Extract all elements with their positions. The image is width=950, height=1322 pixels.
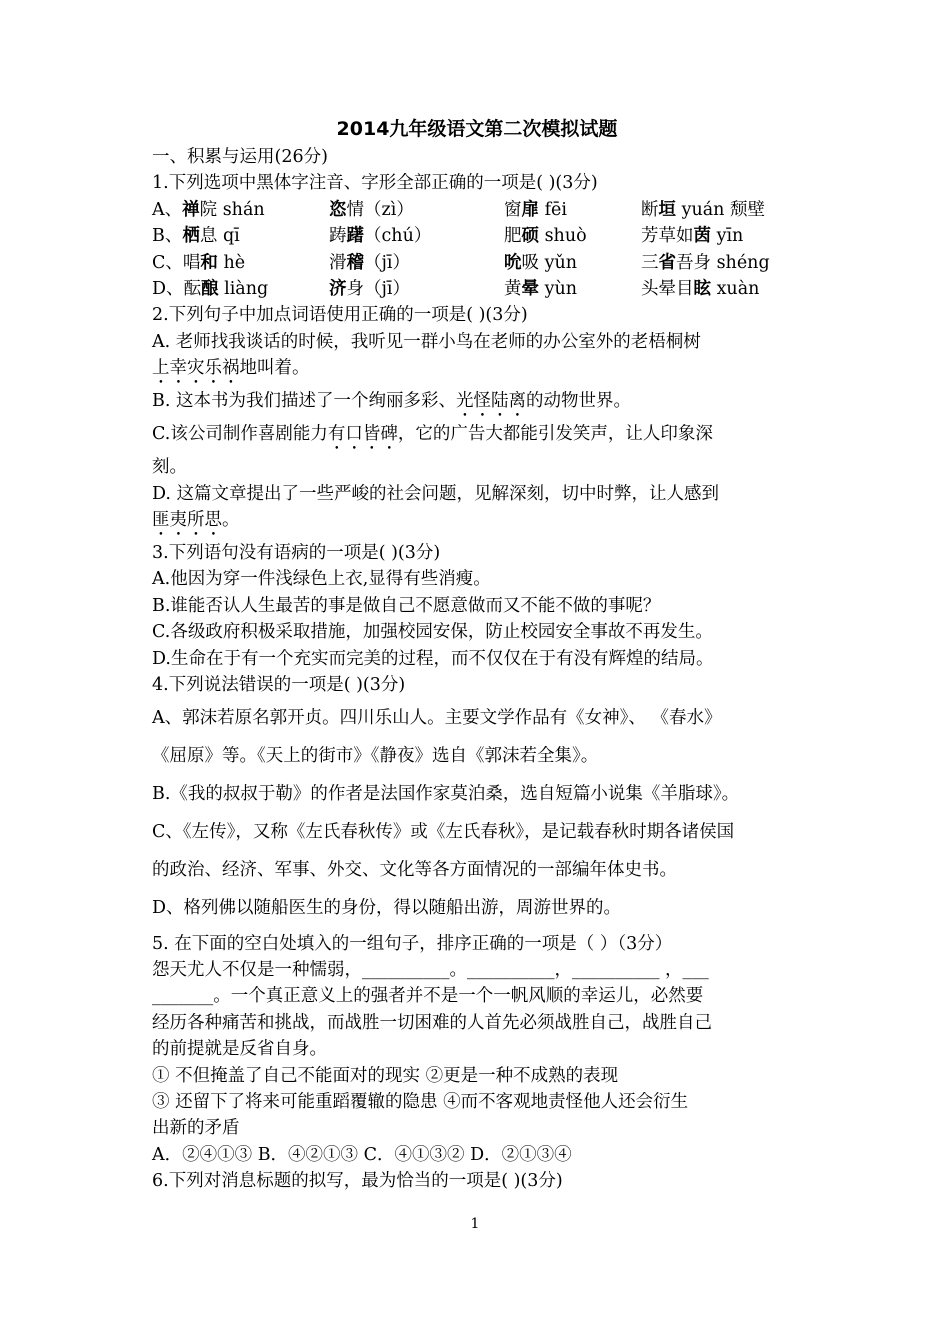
bold-character: 稽	[346, 252, 364, 273]
bold-character: 扉	[521, 199, 539, 220]
option-text: xuàn	[711, 279, 760, 300]
option-text: 身（jī）	[346, 279, 411, 300]
option-text: B、	[152, 226, 183, 247]
bold-character: 禅	[182, 199, 200, 220]
option-text: 断	[641, 199, 659, 220]
bold-character: 恣	[329, 199, 347, 220]
exam-title: 2014九年级语文第二次模拟试题	[336, 118, 618, 140]
option-text: 情（zì）	[346, 199, 414, 220]
option-text: 肥	[504, 226, 522, 247]
option-text: C、唱	[152, 252, 201, 273]
option-text: yuán 颓壁	[676, 199, 765, 220]
dotted-phrase: 光怪陆离	[455, 391, 526, 412]
question-1-stem: 1.下列选项中黑体字注音、字形全部正确的一项是( )(3分)	[152, 173, 598, 194]
option-cell	[329, 223, 504, 249]
option-text: liàng	[218, 279, 269, 300]
option-text: 吸 yǔn	[521, 252, 577, 273]
question-4-option-c-line1: C、《左传》，又称《左氏春秋传》或《左氏春秋》，是记载春秋时期各诸侯国	[152, 821, 735, 842]
option-cell	[504, 197, 641, 223]
option-cell	[641, 197, 801, 223]
question-4-option-c-line2: 的政治、经济、军事、外交、文化等各方面情况的一部编年体史书。	[152, 859, 677, 880]
option-row	[152, 250, 802, 276]
option-cell	[641, 276, 801, 302]
option-cell	[329, 276, 504, 302]
option-text: 黄	[504, 279, 522, 300]
question-3-option-b: B.谁能否认人生最苦的事是做自己不愿意做而又不能不做的事呢？	[152, 595, 661, 616]
option-cell	[641, 250, 801, 276]
option-row	[152, 276, 802, 302]
question-5-passage-line2: _______。一个真正意义上的强者并不是一个一帆风顺的幸运儿，必然要	[152, 986, 704, 1007]
option-text: 头晕目	[641, 279, 694, 300]
option-text: fēi	[539, 199, 567, 220]
question-5-choices: A．②④①③ B．④②①③ C．④①③② D．②①③④	[152, 1144, 572, 1165]
question-5-sentences-line2: ③ 还留下了将来可能重蹈覆辙的隐患 ④而不客观地责怪他人还会衍生	[152, 1091, 689, 1112]
option-cell	[329, 197, 504, 223]
question-5-passage-line4: 的前提就是反省自身。	[152, 1039, 327, 1060]
question-5-sentences-line1: ① 不但掩盖了自己不能面对的现实 ②更是一种不成熟的表现	[152, 1065, 619, 1086]
option-text: hè	[217, 252, 246, 273]
bold-character: 吮	[504, 252, 522, 273]
bold-character: 茵	[693, 226, 711, 247]
question-3-option-d: D.生命在于有一个充实而完美的过程，而不仅仅在于有没有辉煌的结局。	[152, 648, 714, 669]
option-text: 芳草如	[641, 226, 694, 247]
bold-character: 省	[658, 252, 676, 273]
page-number: 1	[470, 1216, 480, 1232]
option-cell	[504, 276, 641, 302]
option-cell	[641, 223, 801, 249]
option-text: shuò	[539, 226, 587, 247]
option-cell	[152, 276, 329, 302]
question-2-option-a-line2: 上幸灾乐祸地叫着。	[152, 358, 310, 379]
question-4-option-a-line2: 《屈原》等。《天上的街市》《静夜》选自《郭沫若全集》。	[152, 745, 599, 766]
option-text: A、	[152, 199, 183, 220]
bold-character: 济	[329, 279, 347, 300]
option-cell	[152, 250, 329, 276]
question-2-option-c-line2: 刻。	[152, 457, 187, 478]
bold-character: 晕	[521, 279, 539, 300]
question-4-option-a-line1: A、郭沫若原名郭开贞。四川乐山人。主要文学作品有《女神》、 《春水》	[152, 707, 722, 728]
bold-character: 垣	[658, 199, 676, 220]
option-text: 踌	[329, 226, 347, 247]
question-2-option-c-line1: C.该公司制作喜剧能力有口皆碑，它的广告大都能引发笑声，让人印象深	[152, 424, 713, 445]
option-row	[152, 223, 802, 249]
option-text: （jī）	[364, 252, 411, 273]
option-text: yīn	[711, 226, 744, 247]
bold-character: 眩	[693, 279, 711, 300]
option-text: 滑	[329, 252, 347, 273]
question-2-option-a-line1: A. 老师找我谈话的时候，我听见一群小鸟在老师的办公室外的老梧桐树	[152, 331, 701, 352]
question-1-options	[152, 197, 802, 303]
option-text: （chú）	[364, 226, 432, 247]
option-cell	[329, 250, 504, 276]
question-5-sentences-line3: 出新的矛盾	[152, 1118, 240, 1139]
question-4-option-b: B.《我的叔叔于勒》的作者是法国作家莫泊桑，选自短篇小说集《羊脂球》。	[152, 783, 740, 804]
question-2-stem: 2.下列句子中加点词语使用正确的一项是( )(3分)	[152, 305, 528, 326]
section-heading: 一、积累与运用(26分)	[152, 147, 328, 167]
option-cell	[152, 223, 329, 249]
option-cell	[504, 250, 641, 276]
question-5-passage-line3: 经历各种痛苦和挑战，而战胜一切困难的人首先必须战胜自己，战胜自己	[152, 1012, 712, 1033]
question-4-stem: 4.下列说法错误的一项是( )(3分)	[152, 675, 406, 696]
dotted-phrase: 有口皆碑	[327, 424, 398, 445]
question-5-stem: 5. 在下面的空白处填入的一组句子，排序正确的一项是（ ）（3分）	[152, 933, 673, 954]
option-text: 息 qī	[199, 226, 240, 247]
dotted-phrase: 上幸灾乐祸	[152, 358, 240, 379]
dotted-phrase: 匪夷所思	[152, 510, 222, 531]
bold-character: 栖	[182, 226, 200, 247]
question-3-option-c: C.各级政府积极采取措施，加强校园安保，防止校园安全事故不再发生。	[152, 622, 713, 643]
option-text: D、酝	[152, 279, 202, 300]
exam-page	[152, 114, 802, 1195]
question-5-passage-line1: 怨天尤人不仅是一种懦弱，__________。__________，__________ ，___	[152, 959, 709, 980]
option-text: 窗	[504, 199, 522, 220]
question-2-option-d-line2: 匪夷所思。	[152, 510, 240, 531]
option-text: 三	[641, 252, 659, 273]
bold-character: 躇	[346, 226, 364, 247]
bold-character: 酿	[201, 279, 219, 300]
option-cell	[504, 223, 641, 249]
question-2-option-b: B. 这本书为我们描述了一个绚丽多彩、光怪陆离的动物世界。	[152, 391, 631, 412]
option-text: 吾身 shéng	[676, 252, 770, 273]
question-6-stem: 6.下列对消息标题的拟写，最为恰当的一项是( )(3分)	[152, 1171, 563, 1192]
option-text: yùn	[539, 279, 577, 300]
option-text: 院 shán	[199, 199, 265, 220]
bold-character: 硕	[521, 226, 539, 247]
option-row	[152, 197, 802, 223]
question-3-stem: 3.下列语句没有语病的一项是( )(3分)	[152, 543, 441, 564]
bold-character: 和	[200, 252, 218, 273]
question-3-option-a: A.他因为穿一件浅绿色上衣,显得有些消瘦。	[152, 569, 491, 590]
question-4-option-d: D、格列佛以随船医生的身份，得以随船出游，周游世界的。	[152, 897, 622, 918]
question-2-option-d-line1: D. 这篇文章提出了一些严峻的社会问题，见解深刻，切中时弊，让人感到	[152, 483, 720, 504]
option-cell	[152, 197, 329, 223]
